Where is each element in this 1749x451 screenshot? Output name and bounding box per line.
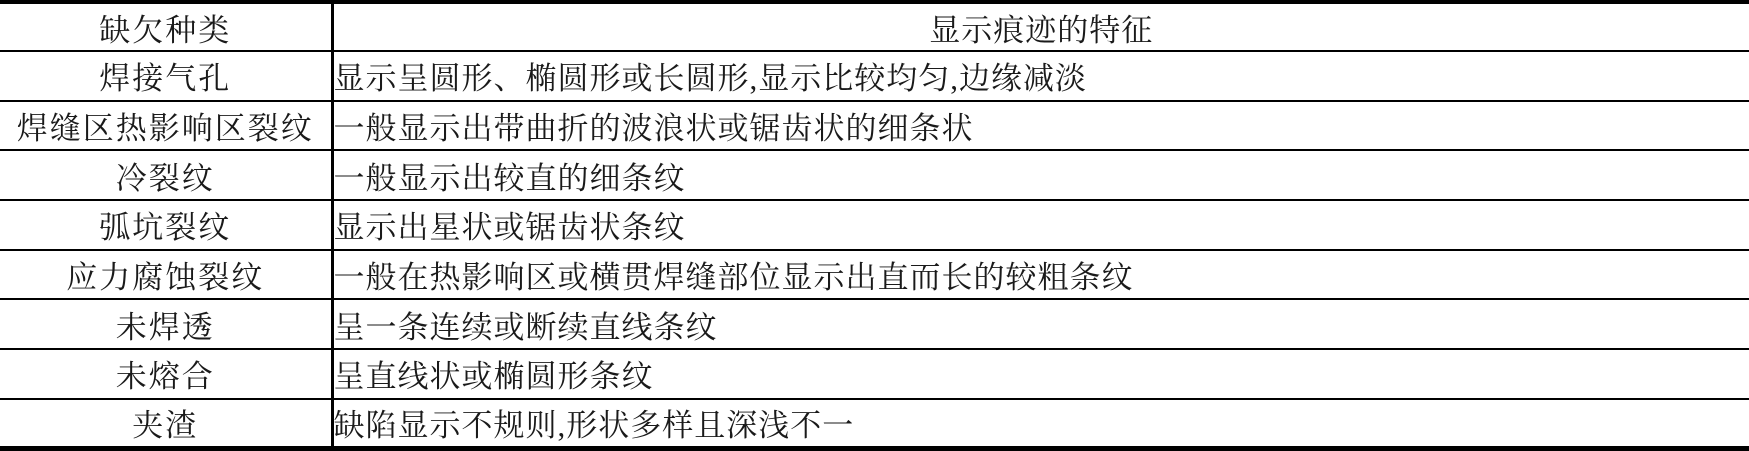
header-row (0, 2, 1749, 51)
table-row (0, 399, 1749, 449)
defect-type-cell: 焊缝区热影响区裂纹 (0, 101, 332, 151)
table-row (0, 150, 1749, 200)
table-row (0, 349, 1749, 399)
table-row (0, 51, 1749, 101)
defect-type-cell: 焊接气孔 (0, 51, 332, 101)
trace-feature-cell: 一般在热影响区或横贯焊缝部位显示出直而长的较粗条纹 (332, 250, 1749, 300)
defect-type-cell: 夹渣 (0, 399, 332, 449)
table-row (0, 299, 1749, 349)
defect-type-cell: 未熔合 (0, 349, 332, 399)
trace-feature-cell: 呈一条连续或断续直线条纹 (332, 299, 1749, 349)
defect-type-cell: 未焊透 (0, 299, 332, 349)
column-header-defect-type: 缺欠种类 (0, 2, 332, 51)
column-header-trace-feature: 显示痕迹的特征 (332, 2, 1749, 51)
trace-feature-cell: 呈直线状或椭圆形条纹 (332, 349, 1749, 399)
table-row (0, 250, 1749, 300)
defect-type-cell: 弧坑裂纹 (0, 200, 332, 250)
defect-type-cell: 冷裂纹 (0, 150, 332, 200)
trace-feature-cell: 缺陷显示不规则,形状多样且深浅不一 (332, 399, 1749, 449)
trace-feature-cell: 一般显示出带曲折的波浪状或锯齿状的细条状 (332, 101, 1749, 151)
trace-feature-cell: 显示呈圆形、椭圆形或长圆形,显示比较均匀,边缘减淡 (332, 51, 1749, 101)
defect-type-cell: 应力腐蚀裂纹 (0, 250, 332, 300)
trace-feature-cell: 显示出星状或锯齿状条纹 (332, 200, 1749, 250)
table-row (0, 200, 1749, 250)
table-row (0, 101, 1749, 151)
trace-feature-cell: 一般显示出较直的细条纹 (332, 150, 1749, 200)
